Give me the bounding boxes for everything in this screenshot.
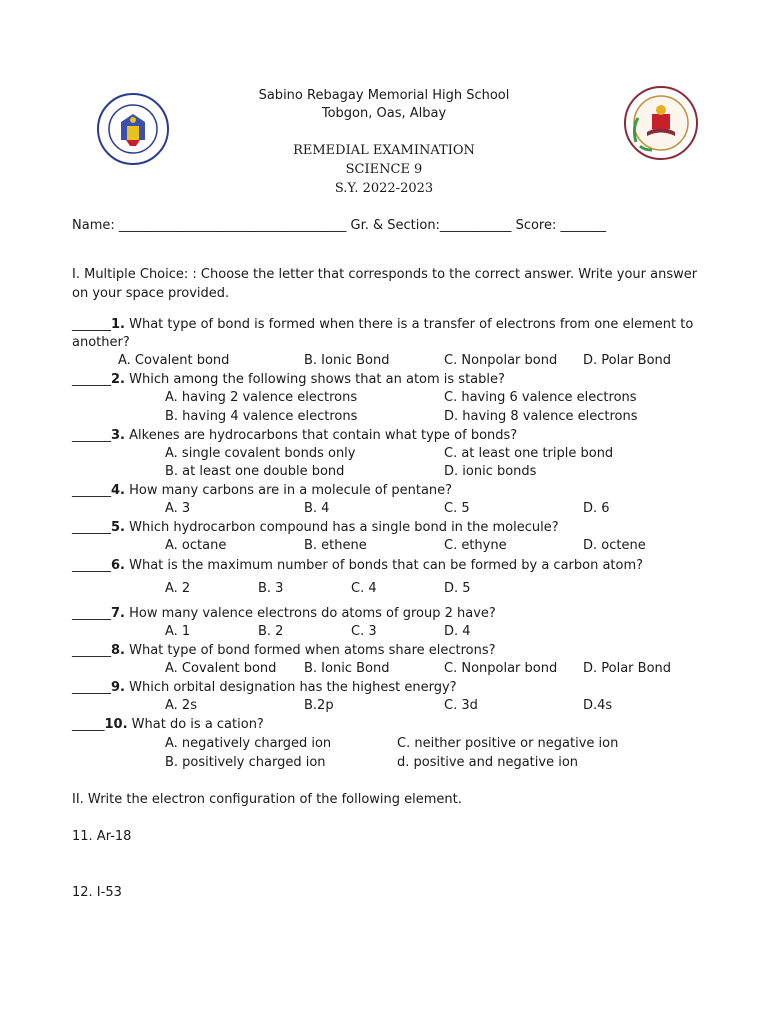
choice: D. Polar Bond xyxy=(583,353,672,368)
choice: C. at least one triple bond xyxy=(444,446,614,461)
choice: B. at least one double bond xyxy=(165,464,345,479)
choice: C. 5 xyxy=(444,501,470,516)
choice: D. 5 xyxy=(444,581,471,596)
choice: B. Ionic Bond xyxy=(304,353,390,368)
answer-blank[interactable]: ______ xyxy=(72,558,111,573)
choice: D. having 8 valence electrons xyxy=(444,409,638,424)
answer-blank[interactable]: ______ xyxy=(72,372,111,387)
choice: A. octane xyxy=(165,538,227,553)
choice: D. 6 xyxy=(583,501,610,516)
question-number: 1. xyxy=(111,317,125,332)
school-name: Sabino Rebagay Memorial High School xyxy=(258,88,510,103)
choice: C. 3 xyxy=(351,624,377,639)
question-number: 6. xyxy=(111,558,125,573)
choice: B. having 4 valence electrons xyxy=(165,409,358,424)
part2-instruction: II. Write the electron configuration of the following element. xyxy=(72,792,462,807)
exam-title: REMEDIAL EXAMINATION xyxy=(293,143,475,158)
part1-instruction-line2: on your space provided. xyxy=(72,286,230,301)
item-11: 11. Ar-18 xyxy=(72,829,132,844)
choice: D. 4 xyxy=(444,624,471,639)
question-2 xyxy=(72,372,505,387)
question-text: Which among the following shows that an atom is stable? xyxy=(129,372,505,387)
question-text: What type of bond is formed when there is a transfer of electrons from one element to xyxy=(129,317,694,332)
question-number: 10. xyxy=(104,717,128,732)
choice: B. positively charged ion xyxy=(165,755,326,770)
answer-blank[interactable]: ______ xyxy=(72,520,111,535)
choice: A. Covalent bond xyxy=(165,661,277,676)
choice: D.4s xyxy=(583,698,613,713)
question-number: 4. xyxy=(111,483,125,498)
question-number: 7. xyxy=(111,606,125,621)
choice: C. Nonpolar bond xyxy=(444,353,558,368)
answer-blank[interactable]: ______ xyxy=(72,606,111,621)
answer-blank[interactable]: ______ xyxy=(72,428,111,443)
choice: C. ethyne xyxy=(444,538,507,553)
choice: C. neither positive or negative ion xyxy=(397,736,619,751)
question-number: 5. xyxy=(111,520,125,535)
choice: d. positive and negative ion xyxy=(397,755,579,770)
choice: A. Covalent bond xyxy=(118,353,230,368)
question-number: 9. xyxy=(111,680,125,695)
question-text: What type of bond formed when atoms share electrons? xyxy=(129,643,496,658)
choice: C. 3d xyxy=(444,698,478,713)
subject-title: SCIENCE 9 xyxy=(345,162,423,177)
question-text: Which hydrocarbon compound has a single bond in the molecule? xyxy=(129,520,559,535)
answer-blank[interactable]: ______ xyxy=(72,483,111,498)
item-12: 12. I-53 xyxy=(72,885,122,900)
question-3 xyxy=(72,428,517,443)
question-1-continued: another? xyxy=(72,335,130,350)
question-10 xyxy=(72,717,264,732)
choice: C. 4 xyxy=(351,581,377,596)
question-text: Which orbital designation has the highest energy? xyxy=(129,680,457,695)
question-number: 8. xyxy=(111,643,125,658)
question-8 xyxy=(72,643,496,658)
name-section-score-line[interactable]: Name: ___________________________________ Gr. & Section:___________ Score: _______ xyxy=(72,218,606,233)
question-number: 2. xyxy=(111,372,125,387)
choice: A. having 2 valence electrons xyxy=(165,390,358,405)
school-year: S.Y. 2022-2023 xyxy=(334,181,434,196)
choice: B. 2 xyxy=(258,624,284,639)
answer-blank[interactable]: ______ xyxy=(72,643,111,658)
question-4 xyxy=(72,483,452,498)
choice: A. 3 xyxy=(165,501,191,516)
question-text: What is the maximum number of bonds that can be formed by a carbon atom? xyxy=(129,558,644,573)
choice: A. 1 xyxy=(165,624,191,639)
question-text: What do is a cation? xyxy=(131,717,264,732)
choice: B. 4 xyxy=(304,501,330,516)
question-number: 3. xyxy=(111,428,125,443)
choice: D. Polar Bond xyxy=(583,661,672,676)
question-text: How many valence electrons do atoms of group 2 have? xyxy=(129,606,496,621)
choice: D. ionic bonds xyxy=(444,464,537,479)
choice: D. octene xyxy=(583,538,646,553)
choice: B. 3 xyxy=(258,581,284,596)
choice: A. single covalent bonds only xyxy=(165,446,356,461)
question-9 xyxy=(72,680,457,695)
question-5 xyxy=(72,520,559,535)
question-6 xyxy=(72,558,643,573)
part1-instruction-line1: I. Multiple Choice: : Choose the letter that corresponds to the correct answer. Write your answer xyxy=(72,267,698,282)
choice: A. 2s xyxy=(165,698,197,713)
answer-blank[interactable]: _____ xyxy=(72,717,105,732)
choice: A. 2 xyxy=(165,581,191,596)
question-1 xyxy=(72,317,693,332)
choice: B. ethene xyxy=(304,538,367,553)
question-7 xyxy=(72,606,496,621)
answer-blank[interactable]: ______ xyxy=(72,317,111,332)
choice: B.2p xyxy=(304,698,334,713)
answer-blank[interactable]: ______ xyxy=(72,680,111,695)
choice: B. Ionic Bond xyxy=(304,661,390,676)
choice: A. negatively charged ion xyxy=(165,736,332,751)
question-text: Alkenes are hydrocarbons that contain what type of bonds? xyxy=(129,428,518,443)
question-text: How many carbons are in a molecule of pentane? xyxy=(129,483,453,498)
school-address: Tobgon, Oas, Albay xyxy=(321,106,447,121)
choice: C. Nonpolar bond xyxy=(444,661,558,676)
choice: C. having 6 valence electrons xyxy=(444,390,637,405)
